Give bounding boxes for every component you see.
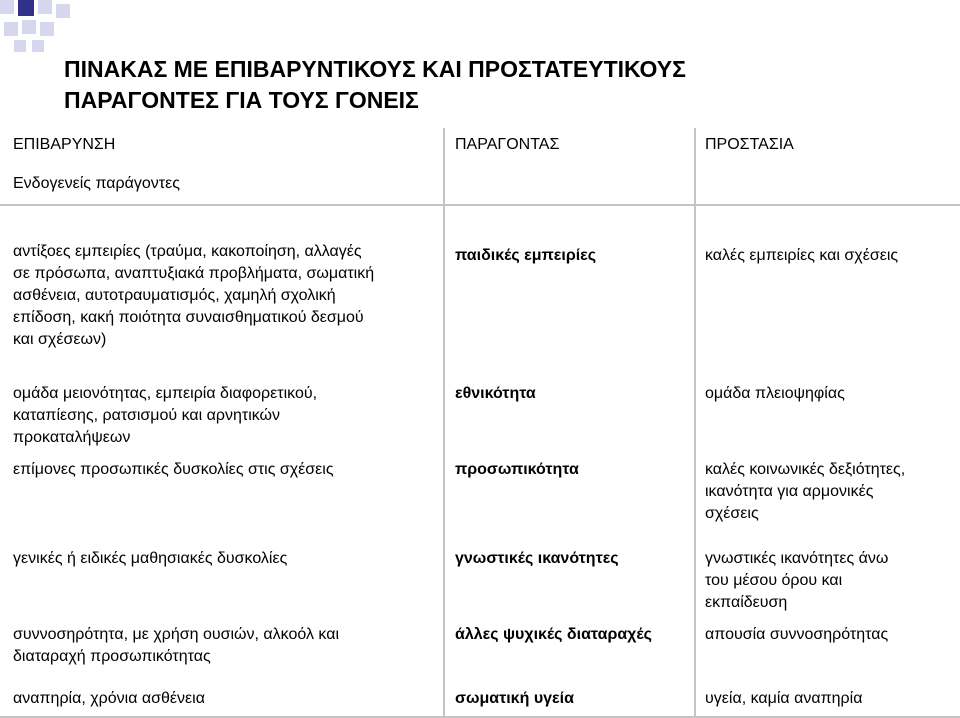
cell-line: καταπίεσης, ρατσισμού και αρνητικών: [13, 407, 281, 424]
table-row-5-factor: άλλες ψυχικές διαταραχές: [455, 626, 652, 643]
row-divider-top: [0, 204, 960, 206]
cell-line: γνωστικές ικανότητες άνω: [705, 550, 889, 567]
page-title: [64, 54, 944, 116]
cell-line: διαταραχή προσωπικότητας: [13, 648, 211, 665]
table-row-2-risk: [13, 383, 433, 449]
table-row-2-factor: εθνικότητα: [455, 385, 536, 402]
cell-line: επίδοση, κακή ποιότητα συναισθηματικού δεσμού: [13, 309, 364, 326]
section-label: Ενδογενείς παράγοντες: [13, 175, 180, 192]
table-row-3-factor: προσωπικότητα: [455, 461, 579, 478]
cell-line: σε πρόσωπα, αναπτυξιακά προβλήματα, σωματική: [13, 265, 375, 282]
title-line-1: ΠΙΝΑΚΑΣ ΜΕ ΕΠΙΒΑΡΥΝΤΙΚΟΥΣ ΚΑΙ ΠΡΟΣΤΑΤΕΥΤΙΚΟΥΣ: [64, 56, 686, 82]
cell-line: εκπαίδευση: [705, 594, 788, 611]
table-row-6-risk: αναπηρία, χρόνια ασθένεια: [13, 690, 205, 707]
table-row-3-protection: [705, 459, 955, 525]
table-row-4-risk: γενικές ή ειδικές μαθησιακές δυσκολίες: [13, 550, 288, 567]
table-row-5-risk: [13, 624, 433, 668]
table-row-4-factor: γνωστικές ικανότητες: [455, 550, 619, 567]
table-row-6-protection: υγεία, καμία αναπηρία: [705, 690, 863, 707]
decorative-squares: [0, 0, 80, 60]
cell-line: και σχέσεων): [13, 331, 107, 348]
header-risk: ΕΠΙΒΑΡΥΝΣΗ: [13, 136, 116, 153]
header-protection: ΠΡΟΣΤΑΣΙΑ: [705, 136, 794, 153]
cell-line: ασθένεια, αυτοτραυματισμός, χαμηλή σχολική: [13, 287, 336, 304]
cell-line: ομάδα μειονότητας, εμπειρία διαφορετικού,: [13, 385, 318, 402]
table-row-1-risk: [13, 241, 433, 351]
table-row-1-protection: καλές εμπειρίες και σχέσεις: [705, 247, 899, 264]
header-factor: ΠΑΡΑΓΟΝΤΑΣ: [455, 136, 560, 153]
table-row-5-protection: απουσία συννοσηρότητας: [705, 626, 889, 643]
table-row-1-factor: παιδικές εμπειρίες: [455, 247, 597, 264]
cell-line: σχέσεις: [705, 505, 759, 522]
cell-line: ικανότητα για αρμονικές: [705, 483, 874, 500]
cell-line: του μέσου όρου και: [705, 572, 843, 589]
cell-line: συννοσηρότητα, με χρήση ουσιών, αλκοόλ και: [13, 626, 339, 643]
column-divider-1: [443, 128, 445, 718]
table-row-2-protection: ομάδα πλειοψηφίας: [705, 385, 845, 402]
column-divider-2: [694, 128, 696, 718]
cell-line: αντίξοες εμπειρίες (τραύμα, κακοποίηση, αλλαγές: [13, 243, 362, 260]
table-row-4-protection: [705, 548, 955, 614]
cell-line: καλές κοινωνικές δεξιότητες,: [705, 461, 906, 478]
table-row-3-risk: επίμονες προσωπικές δυσκολίες στις σχέσεις: [13, 461, 334, 478]
cell-line: προκαταλήψεων: [13, 429, 131, 446]
title-line-2: ΠΑΡΑΓΟΝΤΕΣ ΓΙΑ ΤΟΥΣ ΓΟΝΕΙΣ: [64, 87, 419, 113]
table-row-6-factor: σωματική υγεία: [455, 690, 574, 707]
